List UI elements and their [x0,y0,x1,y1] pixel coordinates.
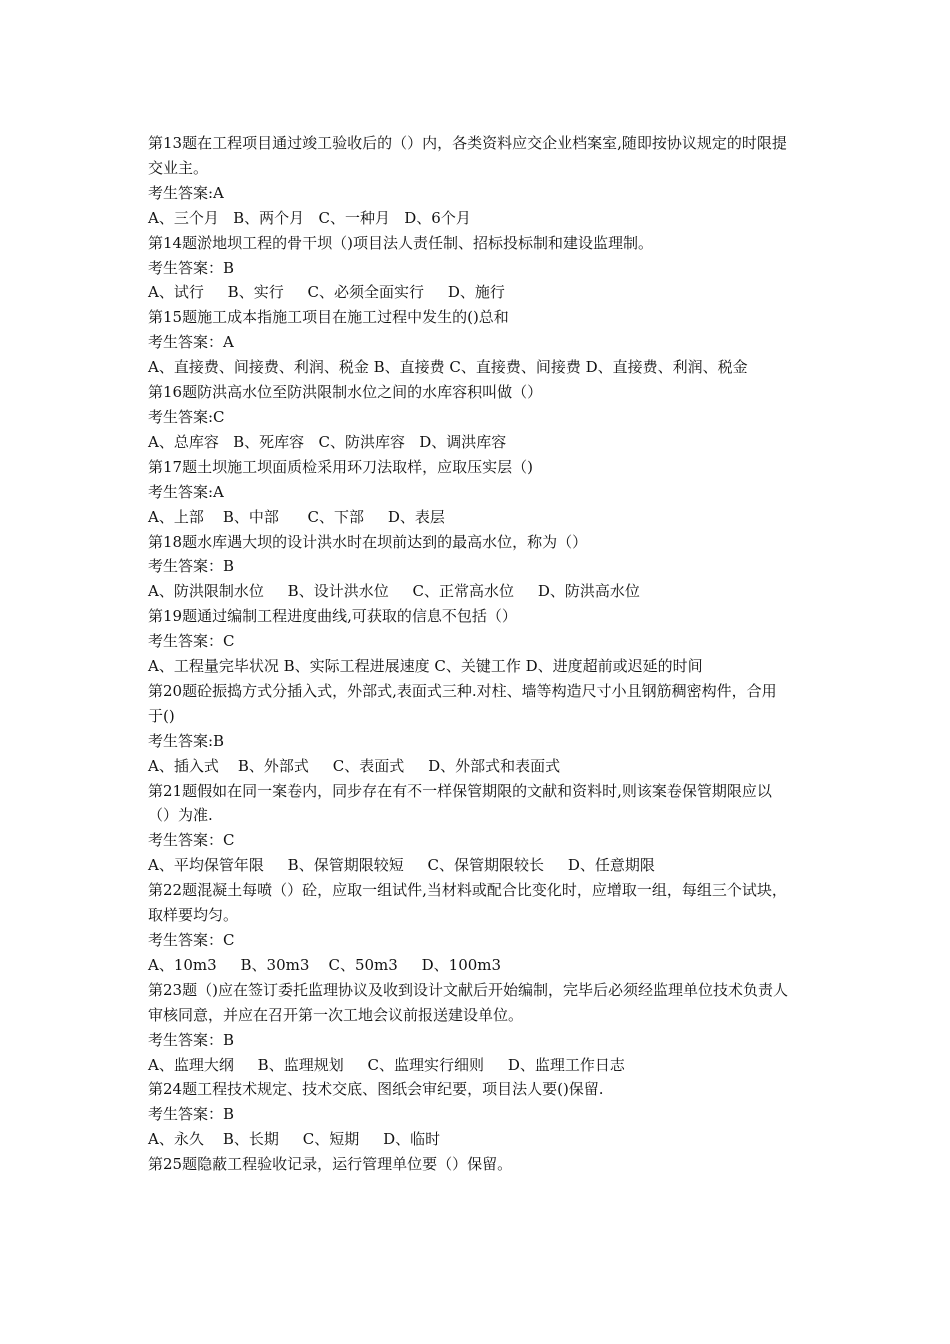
question-16-text: 第16题防洪高水位至防洪限制水位之间的水库容积叫做（） [148,383,543,402]
question-15-text: 第15题施工成本指施工项目在施工过程中发生的()总和 [148,308,509,327]
question-16-answer: 考生答案:C [148,407,225,426]
question-20-answer: 考生答案:B [148,731,225,750]
question-14-answer: 考生答案：B [148,258,235,277]
question-22-answer: 考生答案：C [148,931,235,949]
question-23-text: 第23题（)应在签订委托监理协议及收到设计文献后开始编制，完毕后必须经监理单位技术负责人审核同意，并应在召开第一次工地会议前报送建设单位。 [148,980,788,1024]
question-13-options: A、三个月 B、两个月 C、一种月 D、6个月 [148,208,471,227]
question-15-answer: 考生答案：A [148,333,234,352]
question-21-options: A、平均保管年限 B、保管期限较短 C、保管期限较长 D、任意期限 [148,856,655,875]
question-17-answer: 考生答案:A [148,482,224,501]
question-24-answer: 考生答案：B [148,1105,235,1124]
question-13-text: 第13题在工程项目通过竣工验收后的（）内，各类资料应交企业档案室,随即按协议规定的时限提交业主。 [148,134,787,177]
question-16-options: A、总库容 B、死库容 C、防洪库容 D、调洪库容 [148,432,507,451]
question-23-answer: 考生答案：B [148,1030,235,1049]
question-14-text: 第14题淤地坝工程的骨干坝（)项目法人责任制、招标投标制和建设监理制。 [148,233,653,252]
question-15-options: A、直接费、间接费、利润、税金 B、直接费 C、直接费、间接费 D、直接费、利润、税金 [148,358,748,377]
question-21-text: 第21题假如在同一案卷内，同步存在有不一样保管期限的文献和资料时,则该案卷保管期限应以（）为准. [148,781,772,825]
question-24-text: 第24题工程技术规定、技术交底、图纸会审纪要，项目法人要()保留. [148,1080,604,1099]
question-14-options: A、试行 B、实行 C、必须全面实行 D、施行 [148,283,505,302]
question-13-answer: 考生答案:A [148,183,224,202]
question-17-text: 第17题土坝施工坝面质检采用环刀法取样，应取压实层（) [148,457,533,476]
question-22-text: 第22题混凝土每喷（）砼，应取一组试件,当材料或配合比变化时，应增取一组，每组三个试块，取样要均匀。 [148,881,787,925]
question-19-answer: 考生答案：C [148,632,235,651]
document-page [148,131,788,1177]
question-17-options: A、上部 B、中部 C、下部 D、表层 [148,507,445,526]
question-22-options: A、10m3 B、30m3 C、50m3 D、100m3 [148,955,502,974]
question-20-options: A、插入式 B、外部式 C、表面式 D、外部式和表面式 [148,756,561,775]
question-24-options: A、永久 B、长期 C、短期 D、临时 [148,1130,441,1149]
question-19-options: A、工程量完毕状况 B、实际工程进展速度 C、关键工作 D、进度超前或迟延的时间 [148,657,703,676]
question-23-options: A、监理大纲 B、监理规划 C、监理实行细则 D、监理工作日志 [148,1055,625,1074]
question-20-text: 第20题砼振捣方式分插入式，外部式,表面式三种.对柱、墙等构造尺寸小且钢筋稠密构件，合用于() [148,681,777,725]
question-18-answer: 考生答案：B [148,557,235,576]
question-19-text: 第19题通过编制工程进度曲线,可获取的信息不包括（） [148,607,517,626]
question-25-text: 第25题隐蔽工程验收记录，运行管理单位要（）保留。 [148,1155,513,1174]
question-21-answer: 考生答案：C [148,831,235,850]
question-18-options: A、防洪限制水位 B、设计洪水位 C、正常高水位 D、防洪高水位 [148,582,640,601]
question-18-text: 第18题水库遇大坝的设计洪水时在坝前达到的最高水位，称为（） [148,532,588,551]
